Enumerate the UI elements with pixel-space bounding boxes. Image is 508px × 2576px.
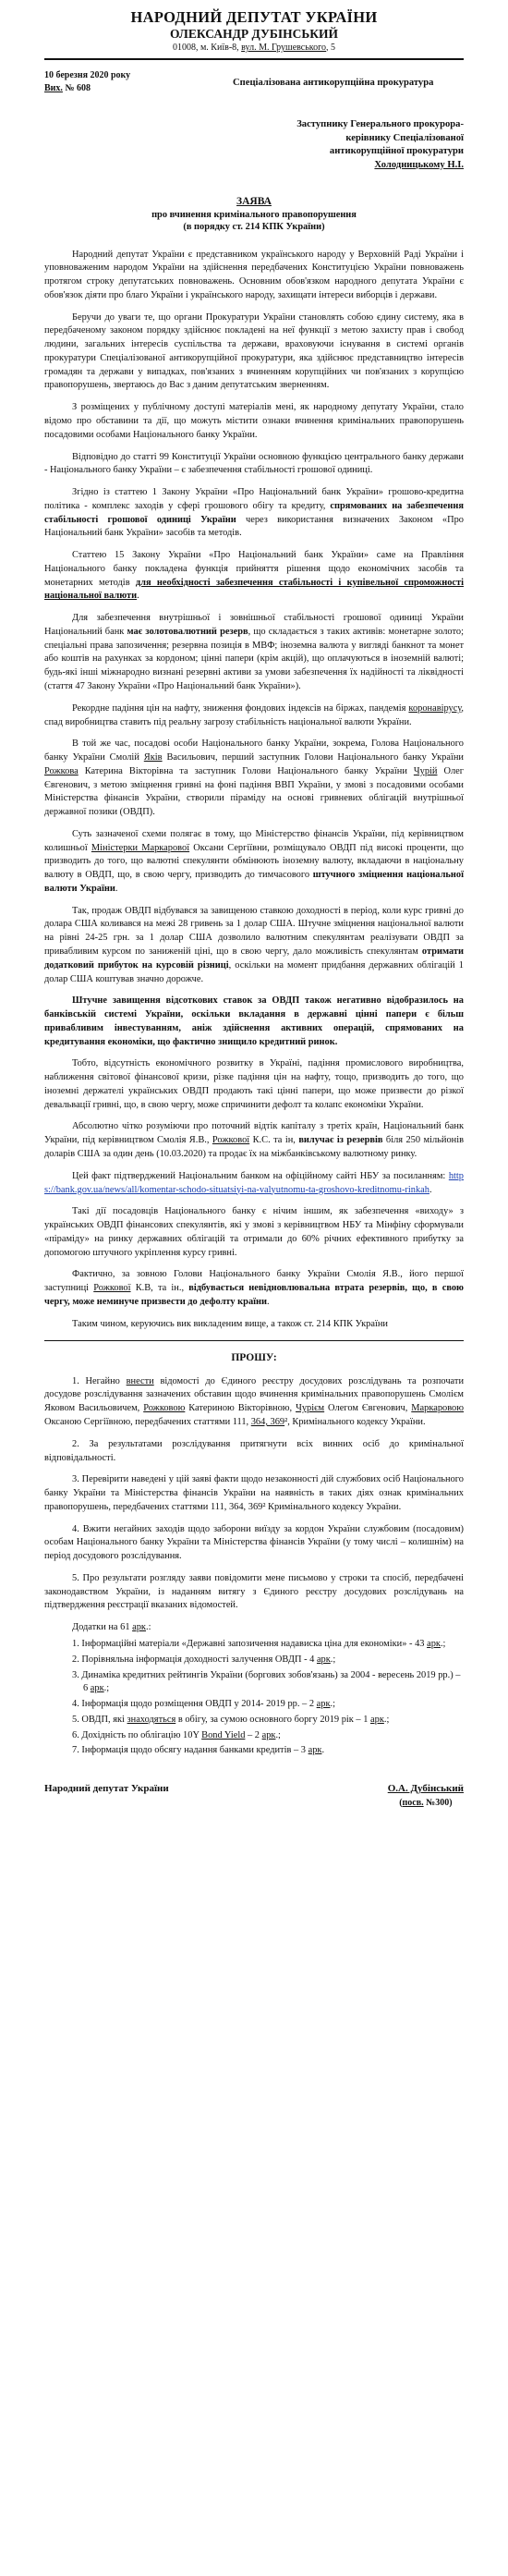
p9-text-c: Васильович, перший заступник Голови Національного банку України [162, 752, 464, 763]
request-list [44, 1375, 464, 1613]
i6-d: арк [261, 1729, 276, 1740]
p8-text-a: Рекордне падіння цін на нафту, зниження фондових індексів на біржах, пандемія [72, 702, 409, 714]
divider [44, 1340, 464, 1341]
r1-text-g: Олегом Євгенович, [324, 1403, 412, 1414]
paragraph-16: Такі дії посадовців Національного банку є нічим іншим, як забезпечення «виходу» з українських ОВДП фінансових спекулянтів, які у змові з керівництвом НБУ та Мінфіну сформували «піраміду» на ринку державних облігацій та отримали до 60% річних ефективного прибутку за допомогою штучного укріплення курсу гривні. [44, 1206, 464, 1258]
address-street: вул. М. Грушевського [241, 43, 327, 54]
p7-text-a: Для забезпечення внутрішньої і зовнішньої стабільності грошової одиниці України Національний банк [44, 613, 464, 637]
p6-text-c: . [137, 591, 139, 602]
r1-text-f: Чурієм [296, 1403, 325, 1414]
i7-b: арк [308, 1745, 322, 1756]
p9-text-f: Чурій [413, 765, 438, 776]
request-4: 4. Вжити негайних заходів щодо заборони виїзду за кордон України службовим (посадовим) особам Національного банку України та Міністерства фінансів України (у тому числі – колишнім) на період досудового розслідування. [44, 1523, 464, 1562]
i7-a: 7. Інформація щодо обсягу надання банками кредитів – 3 [72, 1745, 308, 1756]
p8-text-c: , спад виробництва ставить під реальну загрозу стабільність національної валюти України. [44, 702, 464, 727]
r1-text-c: відомості до Єдиного реєстру досудових розслідувань та розпочати досудове розслідування зазначених обставин щодо вчинення кримінальних правопорушень Смолієм Яковом Васильовичем, [44, 1375, 465, 1414]
p9-text-b: Яків [143, 752, 163, 763]
p8-text-underlined: коронавірусу [408, 702, 462, 714]
appendix-item-2 [55, 1654, 464, 1667]
p10-text-bold: штучного зміцнення національної валюти України [44, 870, 464, 894]
p15-text-c: . [429, 1184, 432, 1195]
p11-text-a: Так, продаж ОВДП відбувався за завищеною ставкою доходності в період, коли курс гривні до долара США коливався на межі 28 гривень за 1 долар США. Штучне зміцнення національної валюти на рівні 24-25 грн. за 1 долар США дозволило валютним спекулянтам реалізувати ОВДП за привабливим курсом по заниженій ціні, що в свою чергу, дало можливість спекулянтам [44, 905, 464, 958]
r1-text-a: 1. Негайно [72, 1375, 127, 1386]
request-2: 2. За результатами розслідування притягнути всіх винних осіб до кримінальної відповідальності. [44, 1438, 464, 1463]
p14-text-e: біля 250 мільйонів доларів США за один день (10.03.2020) та продає їх на міжбанківському валютному ринку. [44, 1135, 465, 1159]
outgoing-number-label: Вих. [44, 82, 63, 93]
letterhead-name: ОЛЕКСАНДР ДУБІНСЬКИЙ [169, 26, 339, 41]
p14-text-c: К.С. та ін, [249, 1135, 299, 1146]
i6-b: Bond Yield [201, 1729, 246, 1740]
p10-text-b: Міністерки Маркарової [91, 842, 190, 853]
paragraph-4: Відповідно до статті 99 Конституції України основною функцією центрального банку держави - Національного банку України – є забезпечення стабільності грошової одиниці. [44, 451, 464, 476]
i1-c: .; [440, 1638, 446, 1649]
title-subtitle: про вчинення кримінального правопорушення [151, 209, 357, 220]
i3-b: арк [90, 1683, 104, 1694]
p14-text-a: Абсолютно чітко розуміючи про поточний відтік капіталу з третіх країн, Національний банк України, під керівництвом Смолія Я.В., [44, 1121, 464, 1146]
r1-text-i: Оксаною Сергіївною, передбачених статтями 111, [44, 1417, 251, 1428]
address-post: , 5 [326, 43, 336, 54]
signature-name: О.А. Дубінський [387, 1783, 464, 1795]
r1-text-k: ², Кримінального кодексу України. [284, 1417, 426, 1428]
i2-c: .; [330, 1654, 336, 1665]
request-3: 3. Перевірити наведені у цій заяві факти щодо незаконності дій службових осіб Національного банку України та Міністерства фінансів України на наявність в таких діях ознак кримінальних правопорушень, передбачених статтями 111, 364, 369² Кримінального кодексу України. [44, 1474, 464, 1512]
request-heading: ПРОШУ: [231, 1352, 277, 1364]
r1-text-b: внести [126, 1375, 154, 1386]
nbu-news-link[interactable]: https://bank.gov.ua/news/all/komentar-schodo-situatsiyi-na-valyutnomu-ta-groshovo-kreditnomu-rinkah [44, 1170, 464, 1195]
paragraph-8 [44, 702, 464, 730]
p14-text-b: Рожкової [212, 1135, 250, 1146]
address-pre: 01008, м. Київ-8, [172, 43, 242, 54]
sig-id-post: №300) [423, 1797, 453, 1808]
paragraph-1: Народний депутат України є представником українського народу у Верховній Раді України і уповноваженим народом України на здійснення передбачених Конституцією України повноважень протягом строку депутатських повноважень. Основним обов'язком народного депутата України є обов'язок діяти про благо України і українського народу, захищати інтереси виборців і держави. [44, 249, 464, 300]
i6-e: .; [275, 1729, 281, 1740]
meta-row [44, 69, 464, 94]
addressee-organization: Спеціалізована антикорупційна прокуратура [233, 78, 434, 89]
i5-c: в обігу, за сумою основного боргу 2019 рік – 1 [175, 1714, 371, 1725]
p11-text-c: , оскільки на момент придбання державних облігацій 1 долар США коштував значно дорожче. [44, 959, 464, 984]
signature-right [388, 1782, 464, 1810]
paragraph-7 [44, 612, 464, 694]
appendix-item-6 [55, 1729, 464, 1743]
outgoing-date: 10 березня 2020 року [44, 70, 131, 81]
p10-text-e: . [115, 883, 118, 894]
request-1 [44, 1375, 464, 1430]
appendix [44, 1621, 464, 1758]
i5-e: .; [383, 1714, 390, 1725]
i5-d: арк [370, 1714, 384, 1725]
i1-a: 1. Інформаційні матеріали «Державні запозичення надависка ціна для економіки» - 43 [72, 1638, 428, 1649]
signature-block [44, 1782, 464, 1810]
p17-text-a: Фактично, за зовною Голови Національного банку України Смолія Я.В., його першої заступниці [44, 1269, 464, 1294]
p6-text-bold: для необхідності забезпечення стабільності і купівельної спроможності національної валюти [44, 577, 464, 602]
letterhead [44, 9, 464, 60]
document-title [44, 195, 464, 234]
paragraph-10 [44, 828, 464, 897]
i4-c: .; [330, 1699, 335, 1710]
r1-text-e: Катериною Вікторівною, [185, 1403, 296, 1414]
p9-text-e: Катерина Вікторівна та заступник Голови Національного банку України [78, 765, 414, 776]
paragraph-2: Беручи до уваги те, що органи Прокуратури України становлять собою єдину систему, яка в передбаченому законом порядку здійснює покладені на неї функції з метою захисту прав і свобод людини, загальних інтересів суспільства та держави, враховуючи існування в системі органів прокуратури Спеціалізованої антикорупційної прокуратури, яка здійснює представництво інтересів громадян та держави у випадках, пов'язаних з вчиненням корупційних чи пов'язаних з корупцією правопорушень, звертаюсь до Вас з даним депутатським зверненням. [44, 311, 464, 391]
paragraph-11 [44, 905, 464, 987]
outgoing-number [44, 82, 174, 95]
appendix-item-5 [55, 1714, 464, 1728]
title-basis: (в порядку ст. 214 КПК України) [183, 222, 325, 233]
outgoing-ref [44, 69, 174, 94]
appendix-item-4 [55, 1698, 464, 1712]
p17-text-b: Рожкової [93, 1283, 131, 1294]
paragraph-5 [44, 486, 464, 541]
addressee-line-1: Заступнику Генерального прокурора- [296, 119, 464, 130]
appendix-item-7 [55, 1744, 464, 1758]
letterhead-title: НАРОДНИЙ ДЕПУТАТ УКРАЇНИ [130, 8, 378, 26]
document-body [44, 249, 464, 1332]
appendix-head-b: арк [132, 1622, 146, 1633]
paragraph-6 [44, 549, 464, 604]
addressee-recipient: Холодницькому Н.І. [374, 159, 464, 170]
p5-text-c: через використання визначених Законом «Про Національний банк України» засобів та методів. [44, 514, 464, 539]
title-main: ЗАЯВА [236, 195, 272, 207]
i1-b: арк [427, 1638, 441, 1649]
signature-id [388, 1797, 464, 1810]
p17-text-bold: відбувається невідновлювальна втрата резервів, що, в свою чергу, може неминуче призвести до дефолту країни [44, 1283, 465, 1307]
p17-text-c: К.В, та ін., [130, 1283, 189, 1294]
p10-text-a: Суть зазначеної схеми полягає в тому, що Міністерство фінансів України, під керівництвом колишньої [44, 828, 464, 853]
paragraph-9 [44, 738, 464, 820]
i4-a: 4. Інформація щодо розміщення ОВДП у 2014- 2019 рр. – 2 [72, 1699, 317, 1710]
p7-text-c: , що складається з таких активів: монетарне золото; спеціальні права запозичення; резервна позиція в МВФ; іноземна валюта у вигляді банкнот та монет або коштів на рахунках за кордоном; цінні папери (крім акцій), що оплачуються в іноземній валюті; будь-які інші міжнародно визнані резервні активи за умови забезпечення їх надійності та ліквідності (стаття 47 Закону України «Про Національний банк України»). [44, 626, 464, 691]
addressee-block [229, 118, 464, 172]
p9-text-d: Рожкова [44, 765, 79, 776]
paragraph-18: Таким чином, керуючись вик викладеним вище, а також ст. 214 КПК України [72, 1318, 388, 1329]
i6-c: – 2 [245, 1729, 262, 1740]
i3-c: .; [103, 1683, 110, 1694]
p14-text-bold: вилучає із резервів [298, 1135, 383, 1146]
sig-id-pre: ( [399, 1797, 403, 1808]
p10-text-c: Оксани Сергіївни, розміщувало ОВДП під високі проценти, що призводить до того, що валютні спекулянти обмінюють іноземну валюту, вкладаючи в національну валюту в ОВДП, що, в свою чергу, призводить до тимчасового [44, 842, 464, 881]
p15-text-a: Цей факт підтверджений Національним банком на офіційному сайті НБУ за посиланням: [72, 1170, 449, 1181]
r1-text-d: Рожковою [143, 1403, 186, 1414]
outgoing-number-sign: № [65, 82, 75, 93]
paragraph-15 [44, 1170, 464, 1198]
i7-c: . [321, 1745, 325, 1756]
outgoing-number-value: 608 [77, 82, 91, 93]
appendix-head-a: Додатки на 61 [72, 1622, 133, 1633]
p9-text-g: Олег Євгенович, з метою зміцнення гривні на фоні падіння ВВП України, у змові з посадовими особами Міністерства фінансів України, створили піраміду на основі гривневих облігацій внутрішньої державної позики (ОВДП). [44, 765, 465, 818]
i4-b: арк [316, 1699, 331, 1710]
i5-a: 5. ОВДП, які [72, 1714, 127, 1725]
i5-b: знаходяться [127, 1714, 176, 1725]
paragraph-13: Тобто, відсутність економічного розвитку в Україні, падіння промислового виробництва, наближення світової фінансової кризи, різке падіння цін на нафту, тощо, призводить до того, що іноземні держателі українських ОВДП продають такі цінні папери, що може призвести до різкої девальвації гривні, що, в свою чергу, може спричинити дефолт та колапс економіки України. [44, 1058, 464, 1110]
signature-position: Народний депутат України [44, 1783, 169, 1795]
appendix-heading [44, 1621, 464, 1635]
paragraph-3: З розміщених у публічному доступі матеріалів мені, як народному депутату України, стало відомо про обставини та дії, що можуть містити ознаки вчинення кримінальних правопорушень посадовими особами Національного банку України. [44, 402, 464, 440]
addressee-line-2: керівнику Спеціалізованої [345, 132, 464, 143]
sig-id-label: посв. [402, 1797, 424, 1808]
r1-text-h: Маркаровою [411, 1403, 465, 1414]
i3-a: 3. Динаміка кредитних рейтингів України (боргових зобов'язань) за 2004 - вересень 2019 рр.) – 6 [72, 1669, 461, 1694]
appendix-item-1 [55, 1638, 464, 1652]
addressee-line-3: антикорупційної прокуратури [329, 146, 464, 157]
paragraph-17 [44, 1268, 464, 1309]
p17-text-e: . [267, 1296, 270, 1307]
i2-a: 2. Порівняльна інформація доходності залучення ОВДП - 4 [72, 1654, 317, 1665]
appendix-head-c: .: [145, 1622, 151, 1633]
letterhead-address [44, 42, 464, 54]
paragraph-12: Штучне завищення відсоткових ставок за ОВДП також негативно відобразилось на банківській системі України, оскільки вкладання в державні цінні папери є більш привабливим інвестуванням, аніж здійснення активних операцій, спрямованих на кредитування економіки, що фактично знищило кредитний ринок. [44, 995, 464, 1047]
i2-b: арк [316, 1654, 331, 1665]
i6-a: 6. Дохідність по облігацію 10Y [72, 1729, 202, 1740]
p11-text-bold: отримати додатковий прибуток на курсовій різниці [44, 946, 464, 971]
p6-text-a: Статтею 15 Закону України «Про Національний банк України» саме на Правління Національного банку покладена функція прийняття рішення щодо економічних засобів та монетарних методів [44, 550, 464, 588]
paragraph-14 [44, 1120, 464, 1161]
appendix-item-3 [55, 1669, 464, 1697]
r1-text-j: 364, 369 [250, 1417, 285, 1428]
p5-text-bold: спрямованих на забезпечення стабільності грошової одиниці України [44, 500, 464, 525]
p9-text-a: В той же час, посадові особи Національного банку України, зокрема, Голова Національного банку України Смолій [44, 739, 464, 763]
p7-text-bold: має золотовалютний резерв [127, 626, 248, 637]
p5-text-a: Згідно із статтею 1 Закону України «Про Національний банк України» грошово-кредитна політика - комплекс заходів у сфері грошового обігу та кредиту, [44, 487, 464, 511]
request-5: 5. Про результати розгляду заяви повідомити мене письмово у строки та спосіб, передбачені законодавством України, із наданням витягу з Єдиного реєстру досудових розслідувань на підтвердження реєстрації вказаних відомостей. [44, 1572, 464, 1611]
